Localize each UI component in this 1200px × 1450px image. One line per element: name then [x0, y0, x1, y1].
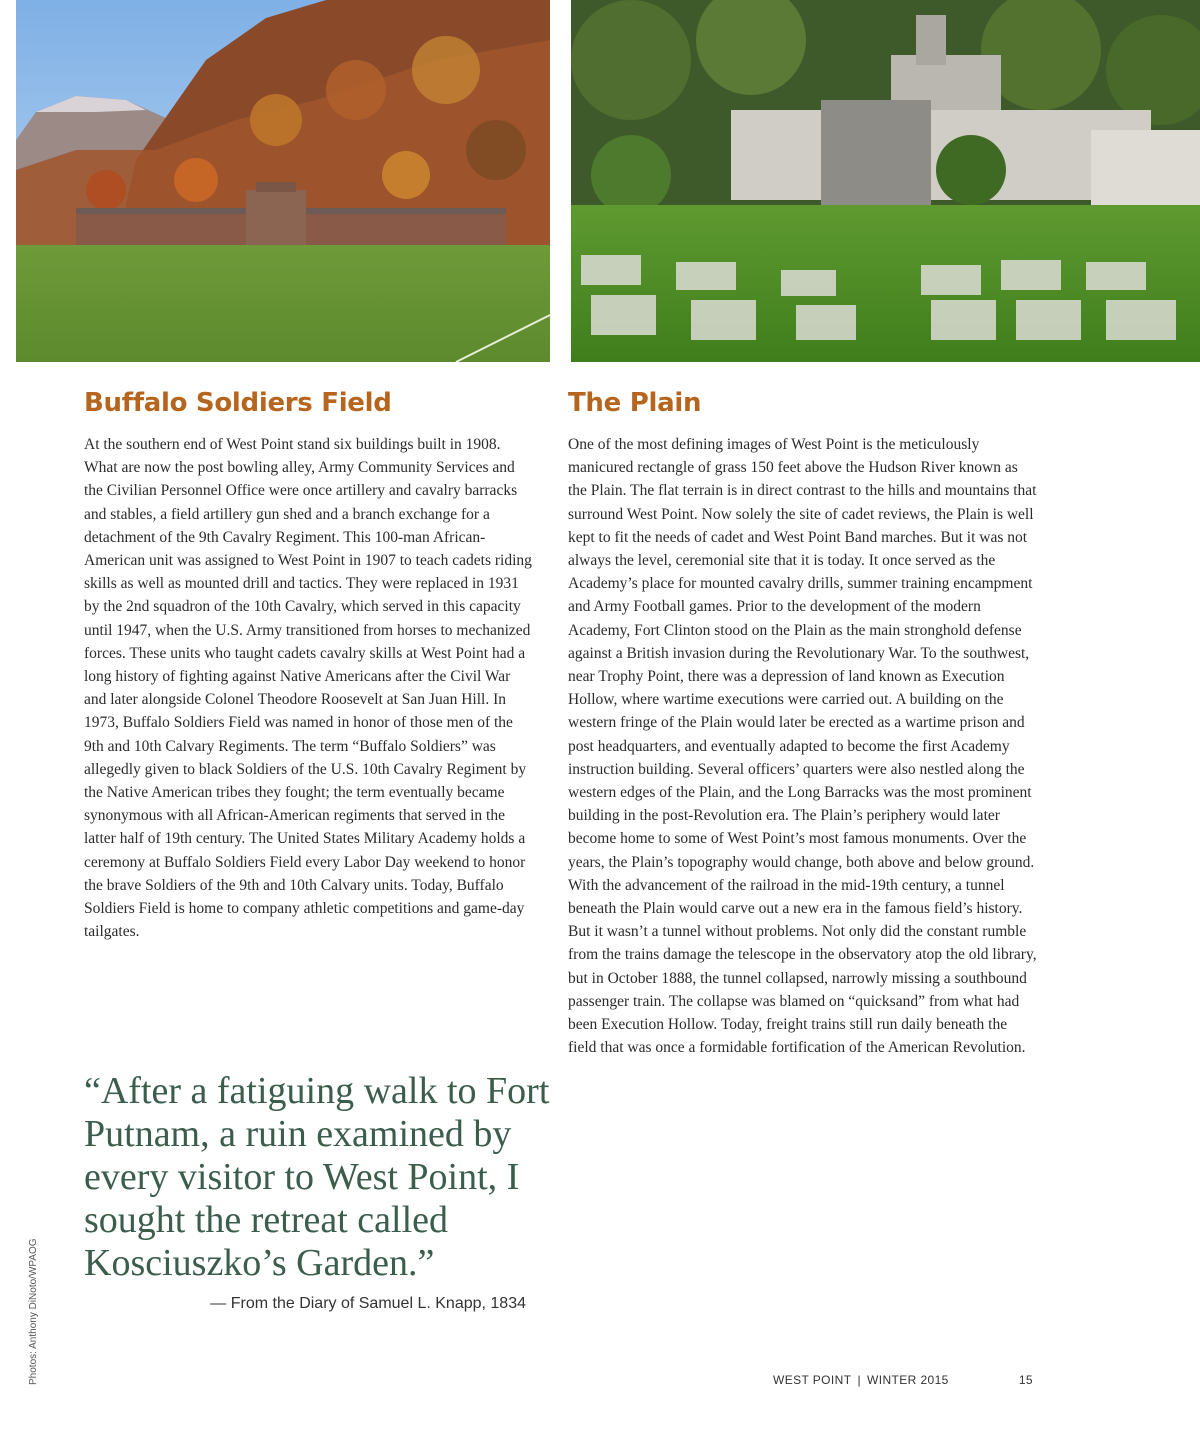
buffalo-soldiers-field-image	[16, 0, 550, 362]
footer-separator: |	[857, 1373, 861, 1387]
publication-name: WEST POINT	[773, 1373, 852, 1387]
buffalo-soldiers-field-heading: Buffalo Soldiers Field	[84, 388, 392, 418]
buffalo-soldiers-field-article	[84, 433, 536, 943]
buffalo-soldiers-field-photo	[16, 0, 550, 362]
the-plain-image	[571, 0, 1200, 362]
the-plain-paragraph-1: One of the most defining images of West Point is the meticulously manicured rectangle of grass 150 feet above the Hudson River known as the Plain. The flat terrain is in direct contrast to the hills and mountains that surround West Point. Now solely the site of cadet reviews, the Plain is well kept to fit the needs of cadet and West Point Band marches. But it was not always the level, ceremonial site that it is today. It once served as the Academy’s place for mounted cavalry drills, summer training encampment and Army Football games. Prior to the development of the modern Academy, Fort Clinton stood on the Plain as the main stronghold defense against a British invasion during the Revolutionary War. To the southwest, near Trophy Point, there was a depression of land known as Execution Hollow, where wartime executions were carried out. A building on the western fringe of the Plain would later be erected as a wartime prison and post headquarters, and eventually adapted to become the first Academy instruction building. Several officers’ quarters were also nestled along the western edges of the Plain, and the Long Barracks was the most prominent building in the post-Revolution era. The Plain’s periphery would later become home to some of West Point’s most famous monuments. Over the years, the Plain’s topography would change, both above and below ground.	[568, 436, 1037, 871]
page-footer	[773, 1373, 1033, 1387]
the-plain-article	[568, 433, 1038, 1059]
pull-quote: “After a fatiguing walk to Fort Putnam, a ruin examined by every visitor to West Point, I sought the retreat called Kosciuszko’s Garden.”	[84, 1070, 550, 1284]
buffalo-soldiers-field-paragraph: At the southern end of West Point stand six buildings built in 1908. What are now the post bowling alley, Army Community Services and the Civilian Personnel Office were once artillery and cavalry barracks and stables, a field artillery gun shed and a branch exchange for a detachment of the 9th Cavalry Regiment. This 100-man African-American unit was assigned to West Point in 1907 to teach cadets riding skills as well as mounted drill and tactics. They were replaced in 1931 by the 2nd squadron of the 10th Cavalry, which served in this capacity until 1947, when the U.S. Army transitioned from horses to mechanized forces. These units who taught cadets cavalry skills at West Point had a long history of fighting against Native Americans after the Civil War and later alongside Colonel Theodore Roosevelt at San Juan Hill. In 1973, Buffalo Soldiers Field was named in honor of those men of the 9th and 10th Calvary Regiments. The term “Buffalo Soldiers” was allegedly given to black Soldiers of the U.S. 10th Cavalry Regiment by the Native American tribes they fought; the term eventually became synonymous with all African-American regiments that served in the latter half of 19th century. The United States Military Academy holds a ceremony at Buffalo Soldiers Field every Labor Day weekend to honor the brave Soldiers of the 9th and 10th Calvary units. Today, Buffalo Soldiers Field is home to company athletic competitions and game-day tailgates.	[84, 436, 532, 941]
quote-attribution: — From the Diary of Samuel L. Knapp, 1834	[210, 1295, 526, 1312]
the-plain-heading: The Plain	[568, 388, 702, 418]
the-plain-paragraph-2: With the advancement of the railroad in the mid-19th century, a tunnel beneath the Plain would carve out a new era in the famous field’s history. But it wasn’t a tunnel without problems. Not only did the constant rumble from the trains damage the telescope in the observatory atop the old library, but in October 1888, the tunnel collapsed, narrowly missing a southbound passenger train. The collapse was blamed on “quicksand” from what had been Execution Hollow. Today, freight trains still run daily beneath the field that was once a formidable fortification of the American Revolution.	[568, 876, 1037, 1057]
the-plain-photo	[571, 0, 1200, 362]
page-number: 15	[1018, 1373, 1033, 1387]
photo-credit: Photos: Anthony DiNoto/WPAOG	[28, 1238, 39, 1385]
issue-label: WINTER 2015	[866, 1373, 949, 1387]
